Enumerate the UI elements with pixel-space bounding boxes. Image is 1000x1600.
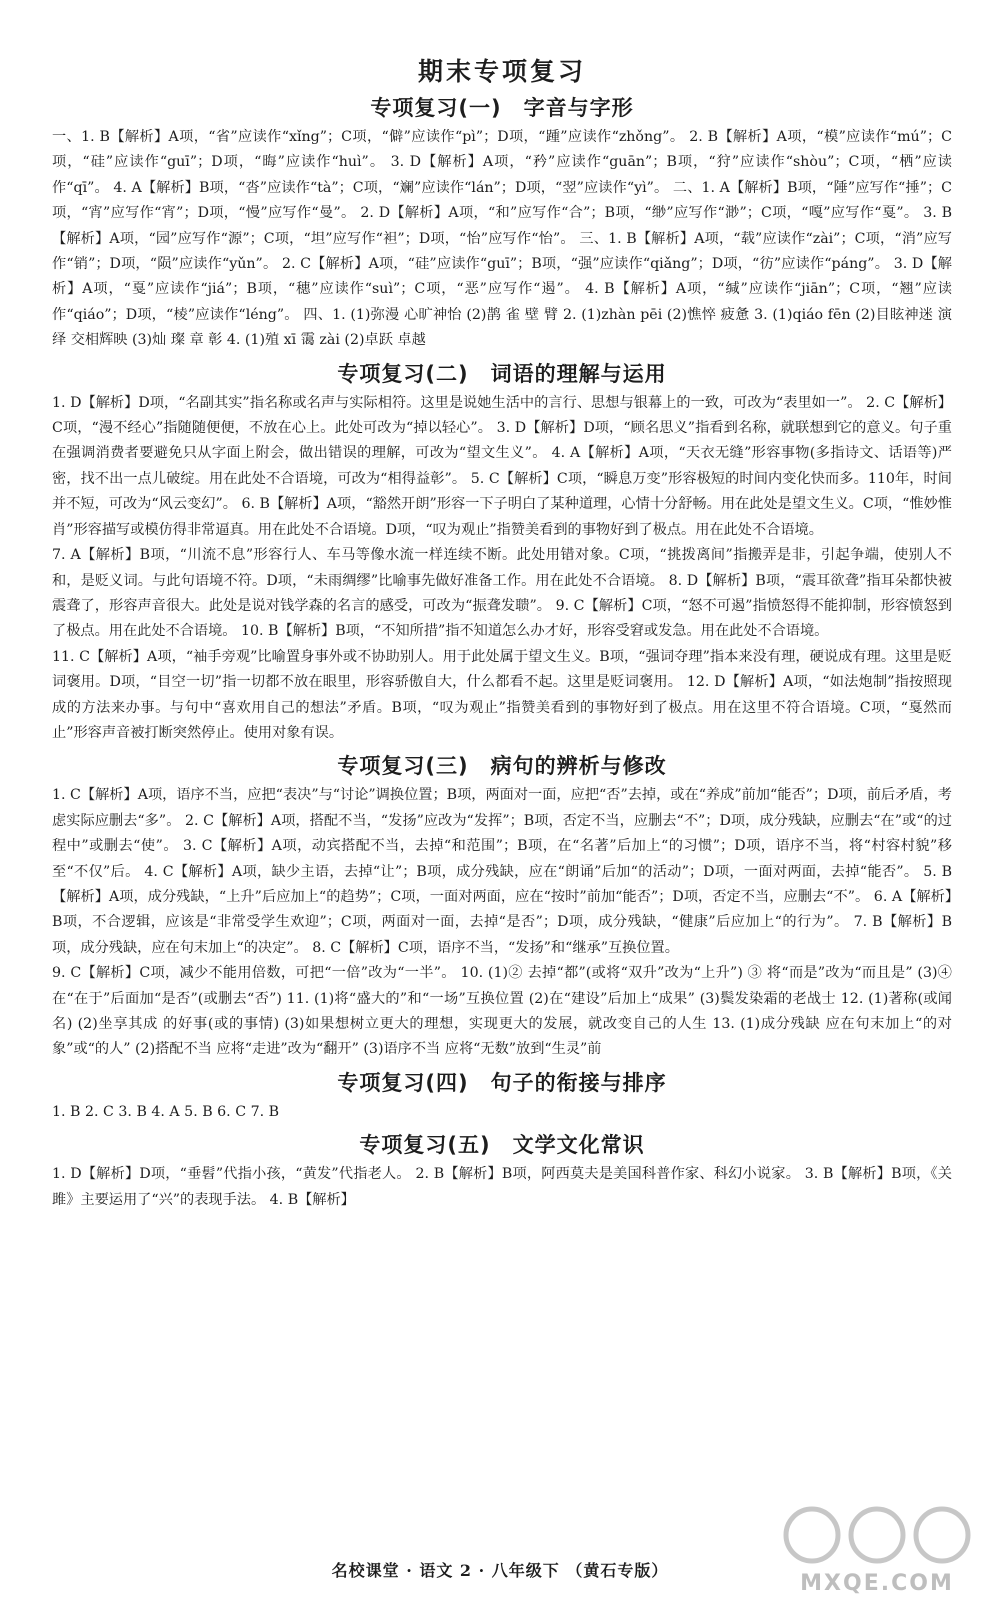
section-number: 专项复习(四): [337, 1070, 469, 1095]
sections-container: [52, 92, 952, 1213]
section-heading: [52, 1067, 952, 1097]
section-number: 专项复习(二): [337, 361, 469, 386]
answer-paragraph: 一、1. B【解析】A项，“省”应读作“xǐng”；C项，“僻”应读作“pì”；D项，“踵”应读作“zhǒng”。 2. B【解析】A项，“模”应读作“mú”；C项，“硅”应读作“guī”；D项，“晦”应读作“huì”。 3. D【解析】A项，“矜”应读作“guān”；B项，“狩”应读作“shòu”；C项，“栖”应读作“qī”。 4. A【解析】B项，“沓”应读作“tà”；C项，“斓”应读作“lán”；D项，“翌”应读作“yì”。 二、1. A【解析】B项，“陲”应写作“捶”；C项，“宵”应写作“宵”；D项，“慢”应写作“曼”。 2. D【解析】A项，“和”应写作“合”；B项，“缈”应写作“渺”；C项，“嘎”应写作“戛”。 3. B【解析】A项，“园”应写作“源”；C项，“坦”应写作“袒”；D项，“怡”应写作“怡”。 三、1. B【解析】A项，“载”应读作“zài”；C项，“消”应写作“销”；D项，“陨”应读作“yǔn”。 2. C【解析】A项，“硅”应读作“guī”；B项，“强”应读作“qiǎng”；D项，“彷”应读作“páng”。 3. D【解析】A项，“戛”应读作“jiá”；B项，“穗”应读作“suì”；C项，“恶”应写作“遏”。 4. B【解析】A项，“缄”应读作“jiān”；C项，“翘”应读作“qiáo”；D项，“棱”应读作“léng”。 四、1. (1)弥漫 心旷神怡 (2)鹊 雀 壁 臂 2. (1)zhàn pēi (2)憔悴 疲惫 3. (1)qiáo fēn (2)目眩神迷 演绎 交相辉映 (3)灿 璨 章 彰 4. (1)殖 xī 霭 zài (2)卓跃 卓越: [52, 129, 952, 349]
page-footer: 名校课堂 · 语文 2 · 八年级下 （黄石专版）: [331, 1561, 669, 1580]
section-heading: [52, 92, 952, 122]
section-topic: 病句的辨析与修改: [490, 754, 667, 779]
answer-paragraph: 7. A【解析】B项，“川流不息”形容行人、车马等像水流一样连续不断。此处用错对象。C项，“挑拨离间”指搬弄是非，引起争端，使别人不和，是贬义词。与此句语境不符。D项，“未雨绸缪”比喻事先做好准备工作。用在此处不合语境。 8. D【解析】B项，“震耳欲聋”指耳朵都快被震聋了，形容声音很大。此处是说对钱学森的名言的感受，可改为“振聋发聩”。 9. C【解析】C项，“怒不可遏”指愤怒得不能抑制，形容愤怒到了极点。用在此处不合语境。 10. B【解析】B项，“不知所措”指不知道怎么办才好，形容受窘或发急。用在此处不合语境。: [52, 547, 952, 640]
answer-paragraph: 1. C【解析】A项，语序不当，应把“表决”与“讨论”调换位置；B项，两面对一面，应把“否”去掉，或在“养成”前加“能否”；D项，前后矛盾，考虑实际应删去“多”。 2. C【解析】A项，搭配不当，“发扬”应改为“发挥”；B项，否定不当，应删去“不”；D项，成分残缺，应删去“在”或“的过程中”或删去“使”。 3. C【解析】A项，动宾搭配不当，去掉“和范围”；B项，在“名著”后加上“的习惯”；D项，语序不当，将“村容村貌”移至“不仅”后。 4. C【解析】A项，缺少主语，去掉“让”；B项，成分残缺，应在“朗诵”后加“的活动”；D项，一面对两面，去掉“能否”。 5. B【解析】A项，成分残缺，“上升”后应加上“的趋势”；C项，一面对两面，应在“按时”前加“能否”；D项，否定不当，应删去“不”。 6. A【解析】B项，不合逻辑，应该是“非常受学生欢迎”；C项，两面对一面，去掉“是否”；D项，成分残缺，“健康”后应加上“的行为”。 7. B【解析】B项，成分残缺，应在句末加上“的决定”。 8. C【解析】C项，语序不当，“发扬”和“继承”互换位置。: [52, 787, 952, 956]
watermark-icon: [782, 1500, 972, 1570]
answer-paragraph: 1. B 2. C 3. B 4. A 5. B 6. C 7. B: [52, 1103, 280, 1120]
page-title: 期末专项复习: [417, 57, 586, 86]
watermark-logo: [782, 1500, 972, 1596]
section-topic: 词语的理解与运用: [490, 361, 667, 386]
answer-paragraph: 11. C【解析】A项，“袖手旁观”比喻置身事外或不协助别人。用于此处属于望文生义。B项，“强词夺理”指本来没有理，硬说成有理。这里是贬词褒用。D项，“目空一切”指一切都不放在眼里，形容骄傲自大，什么都看不起。这里是贬词褒用。 12. D【解析】A项，“如法炮制”指按照现成的方法来办事。与句中“喜欢用自己的想法”矛盾。B项，“叹为观止”指赞美看到的事物好到了极点。用在这里不符合语境。C项，“戛然而止”形容声音被打断突然停止。使用对象有误。: [52, 648, 952, 741]
section-topic: 字音与字形: [523, 96, 634, 120]
section-heading: [52, 750, 952, 780]
watermark-text: MXQE.COM: [800, 1571, 954, 1596]
section-heading: [52, 358, 952, 388]
section-number: 专项复习(三): [337, 754, 469, 779]
answer-paragraph: 1. D【解析】D项，“垂髫”代指小孩，“黄发”代指老人。 2. B【解析】B项，阿西莫夫是美国科普作家、科幻小说家。 3. B【解析】B项，《关雎》主要运用了“兴”的表现手法。 4. B【解析】: [52, 1166, 952, 1208]
section-heading: [52, 1129, 952, 1159]
section-number: 专项复习(五): [359, 1133, 491, 1158]
section-topic: 文学文化常识: [512, 1133, 645, 1158]
answer-paragraph: 1. D【解析】D项，“名副其实”指名称或名声与实际相符。这里是说她生活中的言行、思想与银幕上的一致，可改为“表里如一”。 2. C【解析】C项，“漫不经心”指随随便便，不放在心上。此处可改为“掉以轻心”。 3. D【解析】D项，“顾名思义”指看到名称，就联想到它的意义。句子重在强调消费者要避免只从字面上附会，做出错误的理解，可改为“望文生义”。 4. A【解析】A项，“天衣无缝”形容事物(多指诗文、话语等)严密，找不出一点儿破绽。用在此处不合语境，可改为“相得益彰”。 5. C【解析】C项，“瞬息万变”形容极短的时间内变化快而多。110年，时间并不短，可改为“风云变幻”。 6. B【解析】A项，“豁然开朗”形容一下子明白了某种道理，心情十分舒畅。用在此处是望文生义。C项，“惟妙惟肖”形容描写或模仿得非常逼真。用在此处不合语境。D项，“叹为观止”指赞美看到的事物好到了极点。用在此处不合语境。: [52, 394, 952, 538]
answer-paragraph: 9. C【解析】C项，减少不能用倍数，可把“一倍”改为“一半”。 10. (1)② 去掉“都”(或将“双升”改为“上升”) ③ 将“而是”改为“而且是” (3)④ 在“在于”后面加“是否”(或删去“否”) 11. (1)将“盛大的”和“一场”互换位置 (2)在“建设”后加上“成果” (3)鬓发染霜的老战士 12. (1)著称(或闻名) (2)坐享其成 的好事(或的事情) (3)如果想树立更大的理想，实现更大的发展，就改变自己的人生 13. (1)成分残缺 应在句末加上“的对象”或“的人” (2)搭配不当 应将“走进”改为“翻开” (3)语序不当 应将“无数”放到“生灵”前: [52, 965, 952, 1058]
section-topic: 句子的衔接与排序: [490, 1070, 667, 1095]
section-number: 专项复习(一): [370, 96, 502, 120]
